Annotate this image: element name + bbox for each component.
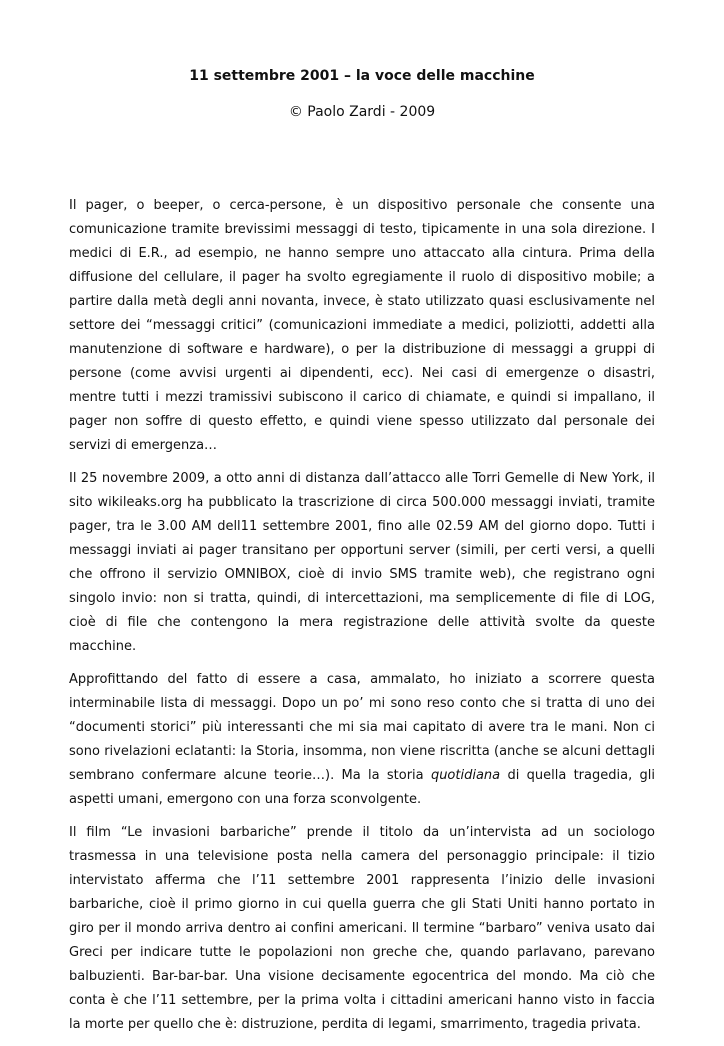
document-body (69, 194, 655, 1046)
paragraph-messages-emphasis: quotidiana (430, 768, 501, 783)
copyright-line: © Paolo Zardi - 2009 (288, 104, 436, 120)
paragraph-messages-text-after: di quella tragedia, gli aspetti umani, emergono con una forza sconvolgente. (69, 768, 655, 807)
paragraph-messages-text-before: Approfittando del fatto di essere a casa, ammalato, ho iniziato a scorrere questa interminabile lista di messaggi. Dopo un po’ mi sono reso conto che si tratta di uno dei “documenti storici” più interessanti che mi sia mai capitato di avere tra le mani. Non ci sono rivelazioni eclatanti: la Storia, insomma, non viene riscritta (anche se alcuni dettagli sembrano confermare alcune teorie…). Ma la storia (69, 672, 655, 783)
paragraph-pager: Il pager, o beeper, o cerca-persone, è un dispositivo personale che consente una comunicazione tramite brevissimi messaggi di testo, tipicamente in una sola direzione. I medici di E.R., ad esempio, ne hanno sempre uno attaccato alla cintura. Prima della diffusione del cellulare, il pager ha svolto egregiamente il ruolo di dispositivo mobile; a partire dalla metà degli anni novanta, invece, è stato utilizzato quasi esclusivamente nel settore dei “messaggi critici” (comunicazioni immediate a medici, poliziotti, addetti alla manutenzione di software e hardware), o per la distribuzione di messaggi a gruppi di persone (come avvisi urgenti ai dipendenti, ecc). Nei casi di emergenze o disastri, mentre tutti i mezzi tramissivi subiscono il carico di chiamate, e quindi si impallano, il pager non soffre di questo effetto, e quindi viene spesso utilizzato dal personale dei servizi di emergenza… (69, 198, 655, 453)
document-title: 11 settembre 2001 – la voce delle macchine (189, 68, 535, 84)
paragraph-wikileaks: Il 25 novembre 2009, a otto anni di distanza dall’attacco alle Torri Gemelle di New York, il sito wikileaks.org ha pubblicato la trascrizione di circa 500.000 messaggi inviati, tramite pager, tra le 3.00 AM dell11 settembre 2001, fino alle 02.59 AM del giorno dopo. Tutti i messaggi inviati ai pager transitano per opportuni server (simili, per certi versi, a quelli che offrono il servizio OMNIBOX, cioè di invio SMS tramite web), che registrano ogni singolo invio: non si tratta, quindi, di intercettazioni, ma semplicemente di file di LOG, cioè di file che contengono la mera registrazione delle attività svolte da queste macchine. (69, 471, 655, 654)
paragraph-barbarian-invasions: Il film “Le invasioni barbariche” prende il titolo da un’intervista ad un sociologo trasmessa in una televisione posta nella camera del personaggio principale: il tizio intervistato afferma che l’11 settembre 2001 rappresenta l’inizio delle invasioni barbariche, cioè il primo giorno in cui quella guerra che gli Stati Uniti hanno portato in giro per il mondo arriva dentro ai confini americani. Il termine “barbaro” veniva usato dai Greci per indicare tutte le popolazioni non greche che, quando parlavano, parevano balbuzienti. Bar-bar-bar. Una visione decisamente egocentrica del mondo. Ma ciò che conta è che l’11 settembre, per la prima volta i cittadini americani hanno visto in faccia la morte per quello che è: distruzione, perdita di legami, smarrimento, tragedia privata. (69, 825, 655, 1032)
paragraph-messages (69, 668, 655, 812)
